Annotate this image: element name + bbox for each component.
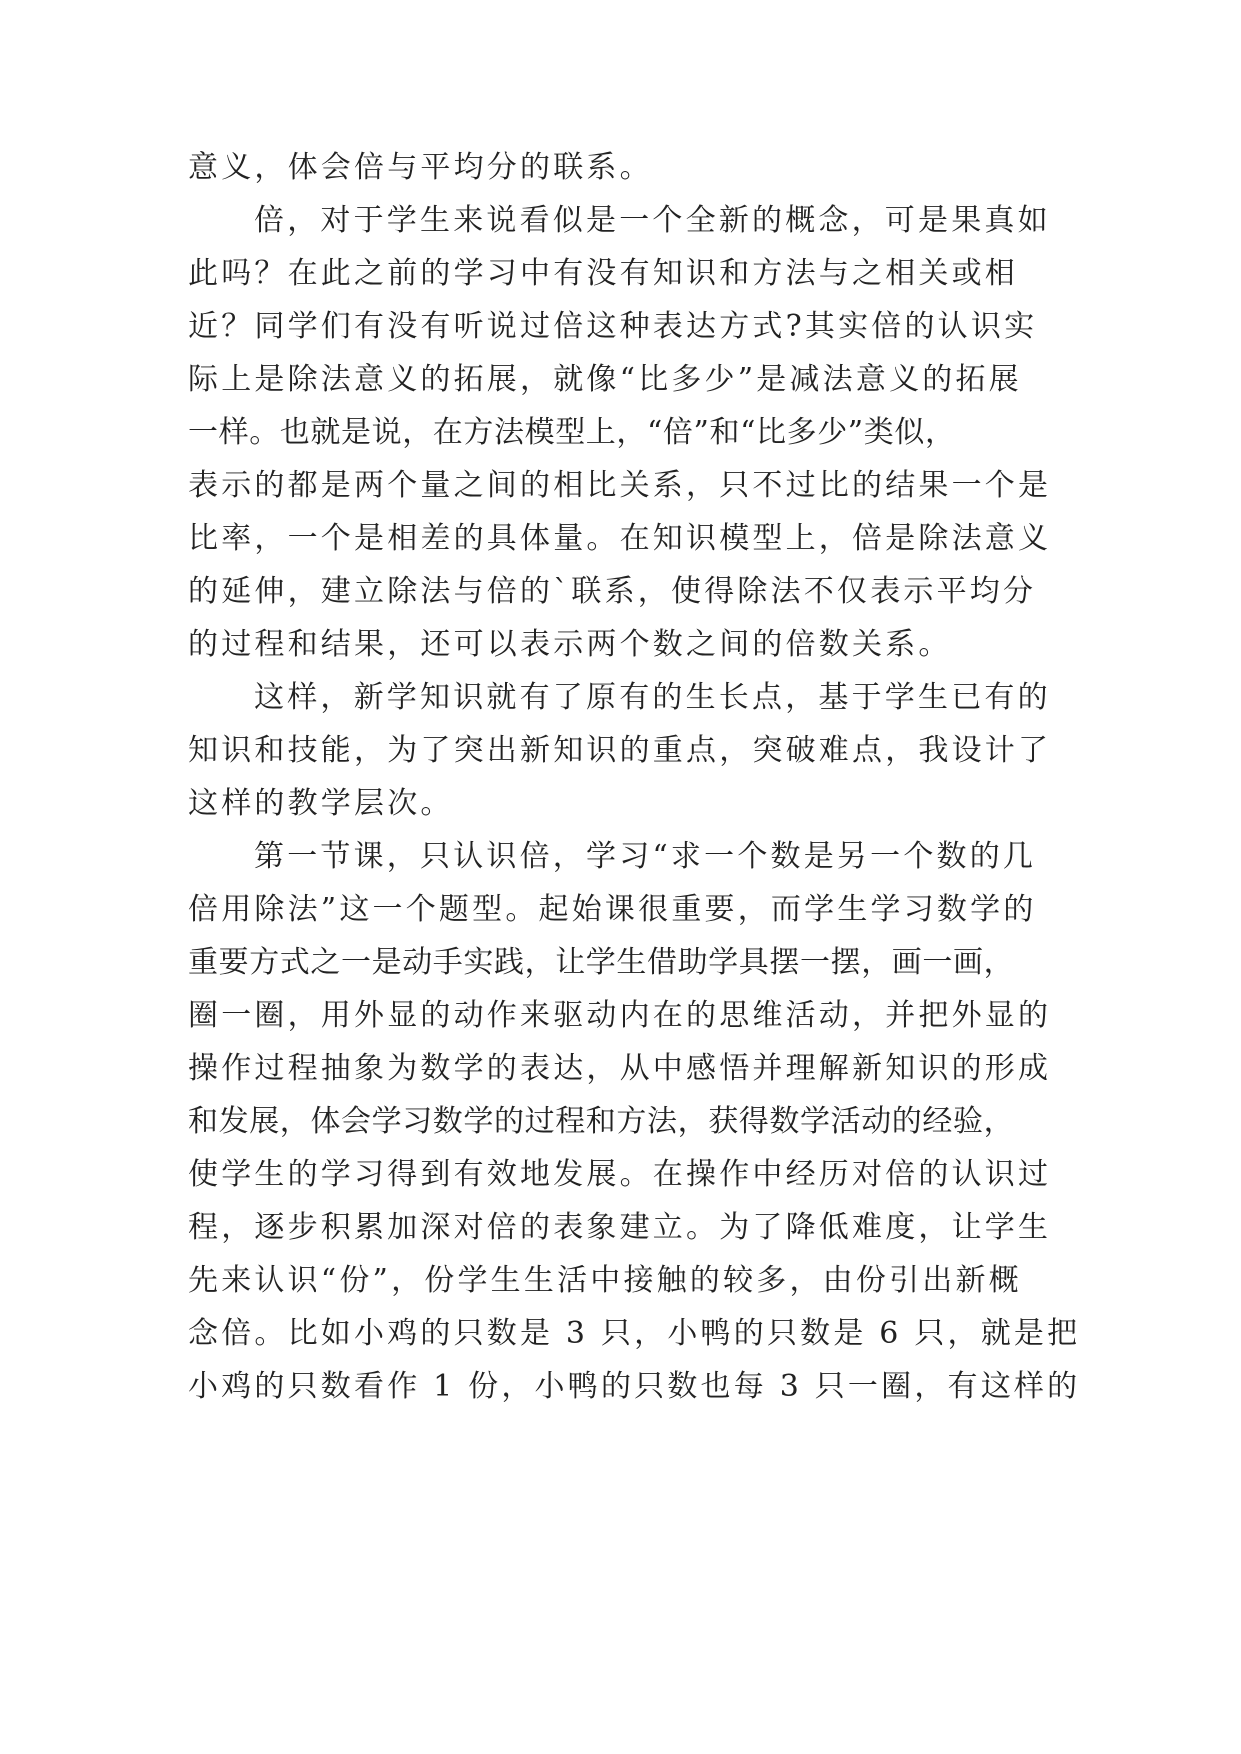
text-line: 操作过程抽象为数学的表达，从中感悟并理解新知识的形成 <box>188 1051 1052 1086</box>
text-line: 意义，体会倍与平均分的联系。 <box>188 150 653 185</box>
text-line: 圈一圈，用外显的动作来驱动内在的思维活动，并把外显的 <box>188 998 1052 1033</box>
text-line: 小鸡的只数看作 1 份，小鸭的只数也每 3 只一圈，有这样的 <box>188 1369 1081 1404</box>
text-line: 知识和技能，为了突出新知识的重点，突破难点，我设计了 <box>188 733 1052 768</box>
text-line: 念倍。比如小鸡的只数是 3 只，小鸭的只数是 6 只，就是把 <box>188 1316 1081 1351</box>
text-line: 重要方式之一是动手实践，让学生借助学具摆一摆，画一画， <box>188 945 1015 980</box>
text-line: 际上是除法意义的拓展，就像“比多少”是减法意义的拓展 <box>188 362 1022 397</box>
text-line: 使学生的学习得到有效地发展。在操作中经历对倍的认识过 <box>188 1157 1052 1192</box>
text-line: 的过程和结果，还可以表示两个数之间的倍数关系。 <box>188 627 952 662</box>
text-line: 近？同学们有没有听说过倍这种表达方式?其实倍的认识实 <box>188 309 1038 344</box>
text-line: 此吗？在此之前的学习中有没有知识和方法与之相关或相 <box>188 256 1018 291</box>
paragraph-first-line: 倍，对于学生来说看似是一个全新的概念，可是果真如 <box>254 203 1051 238</box>
text-line: 先来认识“份”，份学生生活中接触的较多，由份引出新概 <box>188 1263 1022 1298</box>
text-line: 表示的都是两个量之间的相比关系，只不过比的结果一个是 <box>188 468 1052 503</box>
text-line: 倍用除法”这一个题型。起始课很重要，而学生学习数学的 <box>188 892 1037 927</box>
paragraph-first-line: 这样，新学知识就有了原有的生长点，基于学生已有的 <box>254 680 1051 715</box>
text-line: 程，逐步积累加深对倍的表象建立。为了降低难度，让学生 <box>188 1210 1052 1245</box>
text-line: 比率，一个是相差的具体量。在知识模型上，倍是除法意义 <box>188 521 1052 556</box>
text-line: 这样的教学层次。 <box>188 786 454 821</box>
text-line: 的延伸，建立除法与倍的`联系，使得除法不仅表示平均分 <box>188 574 1037 609</box>
paragraph-first-line: 第一节课，只认识倍，学习“求一个数是另一个数的几 <box>254 839 1037 874</box>
text-line: 一样。也就是说，在方法模型上，“倍”和“比多少”类似， <box>188 415 956 450</box>
text-line: 和发展，体会学习数学的过程和方法，获得数学活动的经验， <box>188 1104 1015 1139</box>
